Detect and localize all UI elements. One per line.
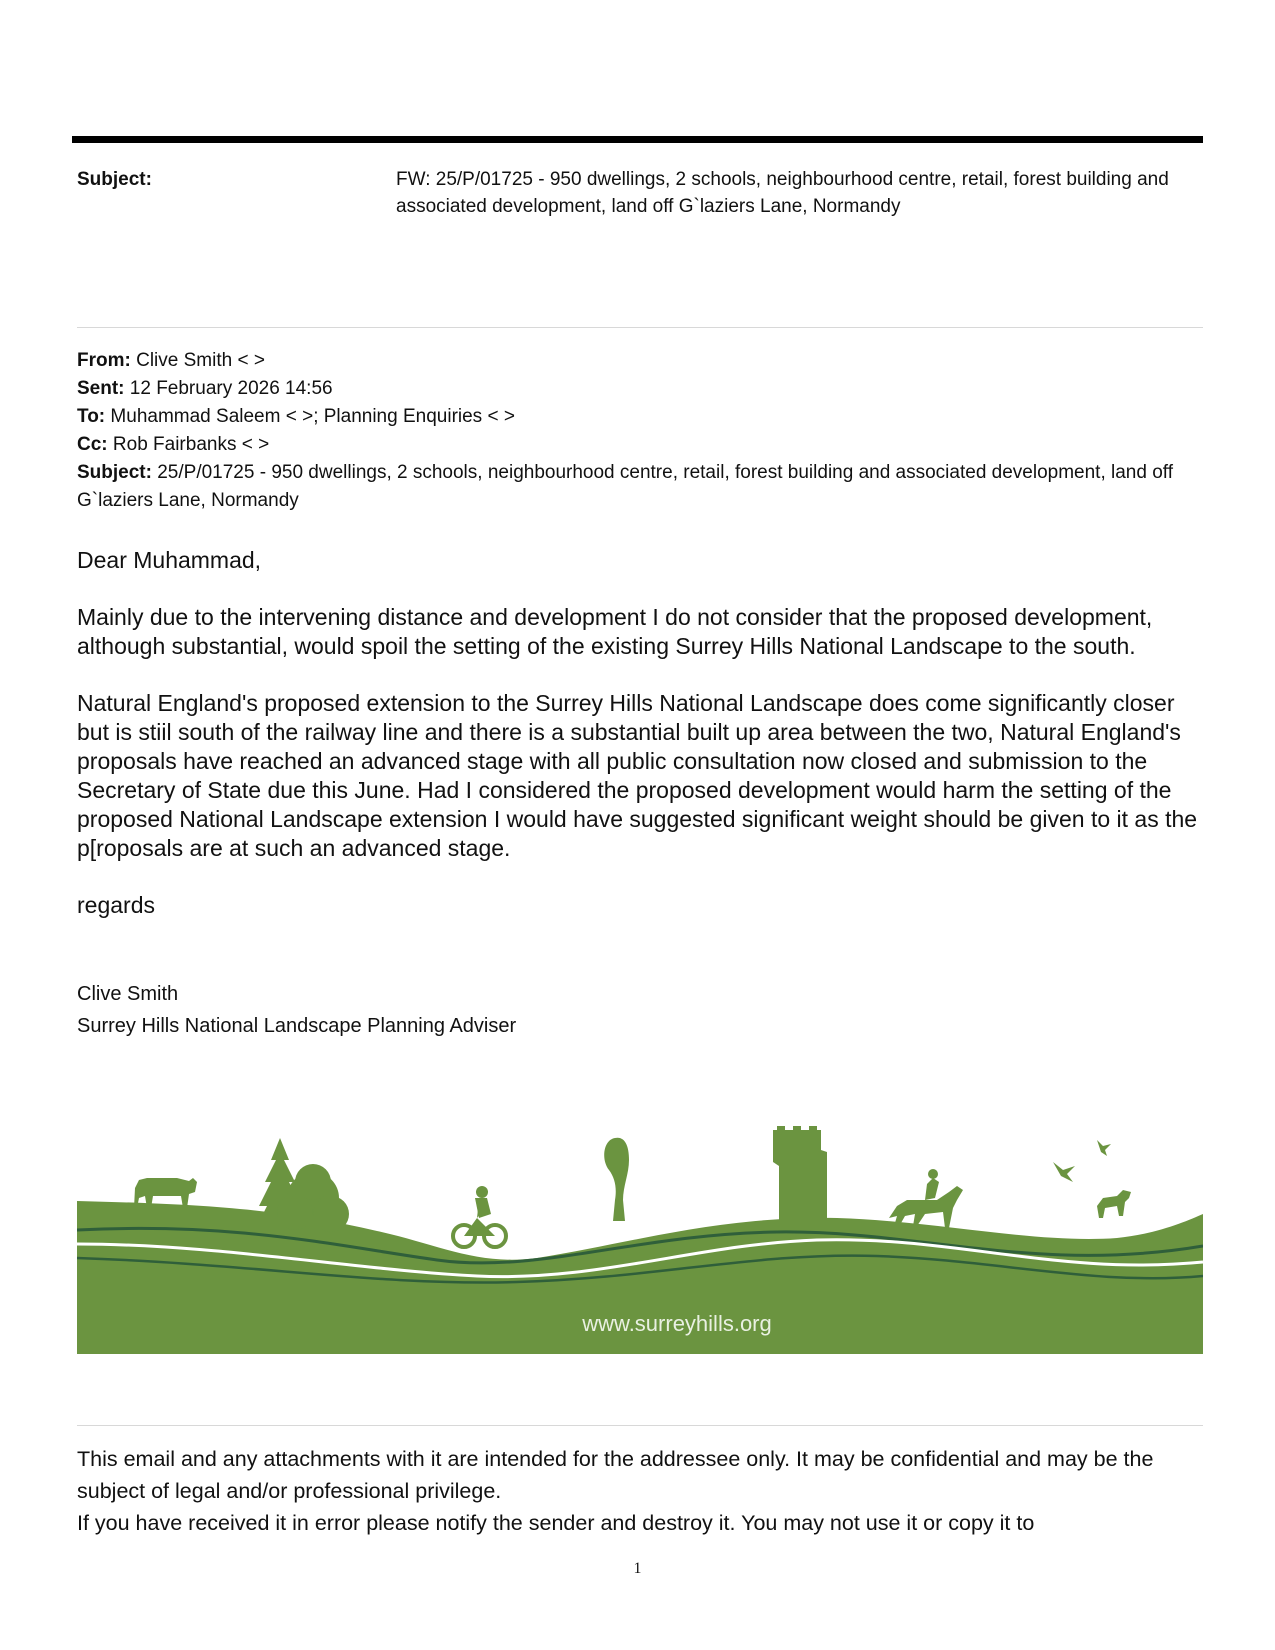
subject-line — [77, 459, 1177, 515]
email-body — [77, 546, 1207, 948]
sent-label: Sent: — [77, 378, 125, 399]
banner-url[interactable]: www.surreyhills.org — [582, 1311, 772, 1336]
body-paragraph-2: Natural England's proposed extension to the Surrey Hills National Landscape does come significantly closer but is stiil south of the railway line and there is a substantial built up area between the two, Natural England's proposals have reached an advanced stage with all public consultation now closed and submission to the Secretary of State due this June. Had I considered the proposed development would harm the setting of the proposed National Landscape extension I would have suggested significant weight should be given to it as the p[roposals are at such an advanced stage. — [77, 690, 1198, 861]
cc-value: Rob Fairbanks < > — [112, 434, 270, 455]
sent-line — [77, 375, 1177, 403]
email-header — [77, 347, 1177, 515]
confidentiality-footer — [77, 1443, 1207, 1539]
signature-title: Surrey Hills National Landscape Planning Adviser — [77, 1015, 517, 1037]
from-value: Clive Smith < > — [136, 350, 265, 371]
header-rule — [72, 136, 1203, 143]
page-number: 1 — [633, 1560, 642, 1577]
cc-line — [77, 431, 1177, 459]
header-divider — [77, 327, 1203, 328]
greeting: Dear Muhammad, — [77, 547, 262, 573]
to-value: Muhammad Saleem < >; Planning Enquiries < > — [110, 406, 515, 427]
body-paragraph-1: Mainly due to the intervening distance and development I do not consider that the proposed development, although substantial, would spoil the setting of the existing Surrey Hills National Landscape to the south. — [77, 604, 1153, 659]
cc-label: Cc: — [77, 434, 108, 455]
subject-value: 25/P/01725 - 950 dwellings, 2 schools, neighbourhood centre, retail, forest building and associated development, land off G`laziers Lane, Normandy — [77, 462, 1174, 511]
footer-line-1: This email and any attachments with it are intended for the addressee only. It may be confidential and may be the subject of legal and/or professional privilege. — [77, 1447, 1154, 1503]
to-label: To: — [77, 406, 106, 427]
from-line — [77, 347, 1177, 375]
signature-name: Clive Smith — [77, 983, 179, 1005]
closing: regards — [77, 892, 155, 918]
sent-value: 12 February 2026 14:56 — [129, 378, 333, 399]
from-label: From: — [77, 350, 131, 371]
footer-divider — [77, 1425, 1203, 1426]
subject-label: Subject: — [77, 462, 152, 483]
surrey-hills-banner[interactable] — [77, 1126, 1203, 1354]
footer-line-2: If you have received it in error please notify the sender and destroy it. You may not use it or copy it to — [77, 1511, 1035, 1535]
forward-subject-value: FW: 25/P/01725 - 950 dwellings, 2 schools, neighbourhood centre, retail, forest building and associated development, land off G`laziers Lane, Normandy — [396, 169, 1169, 217]
signature-block — [77, 978, 1077, 1042]
forward-subject-label: Subject: — [77, 169, 152, 190]
to-line — [77, 403, 1177, 431]
